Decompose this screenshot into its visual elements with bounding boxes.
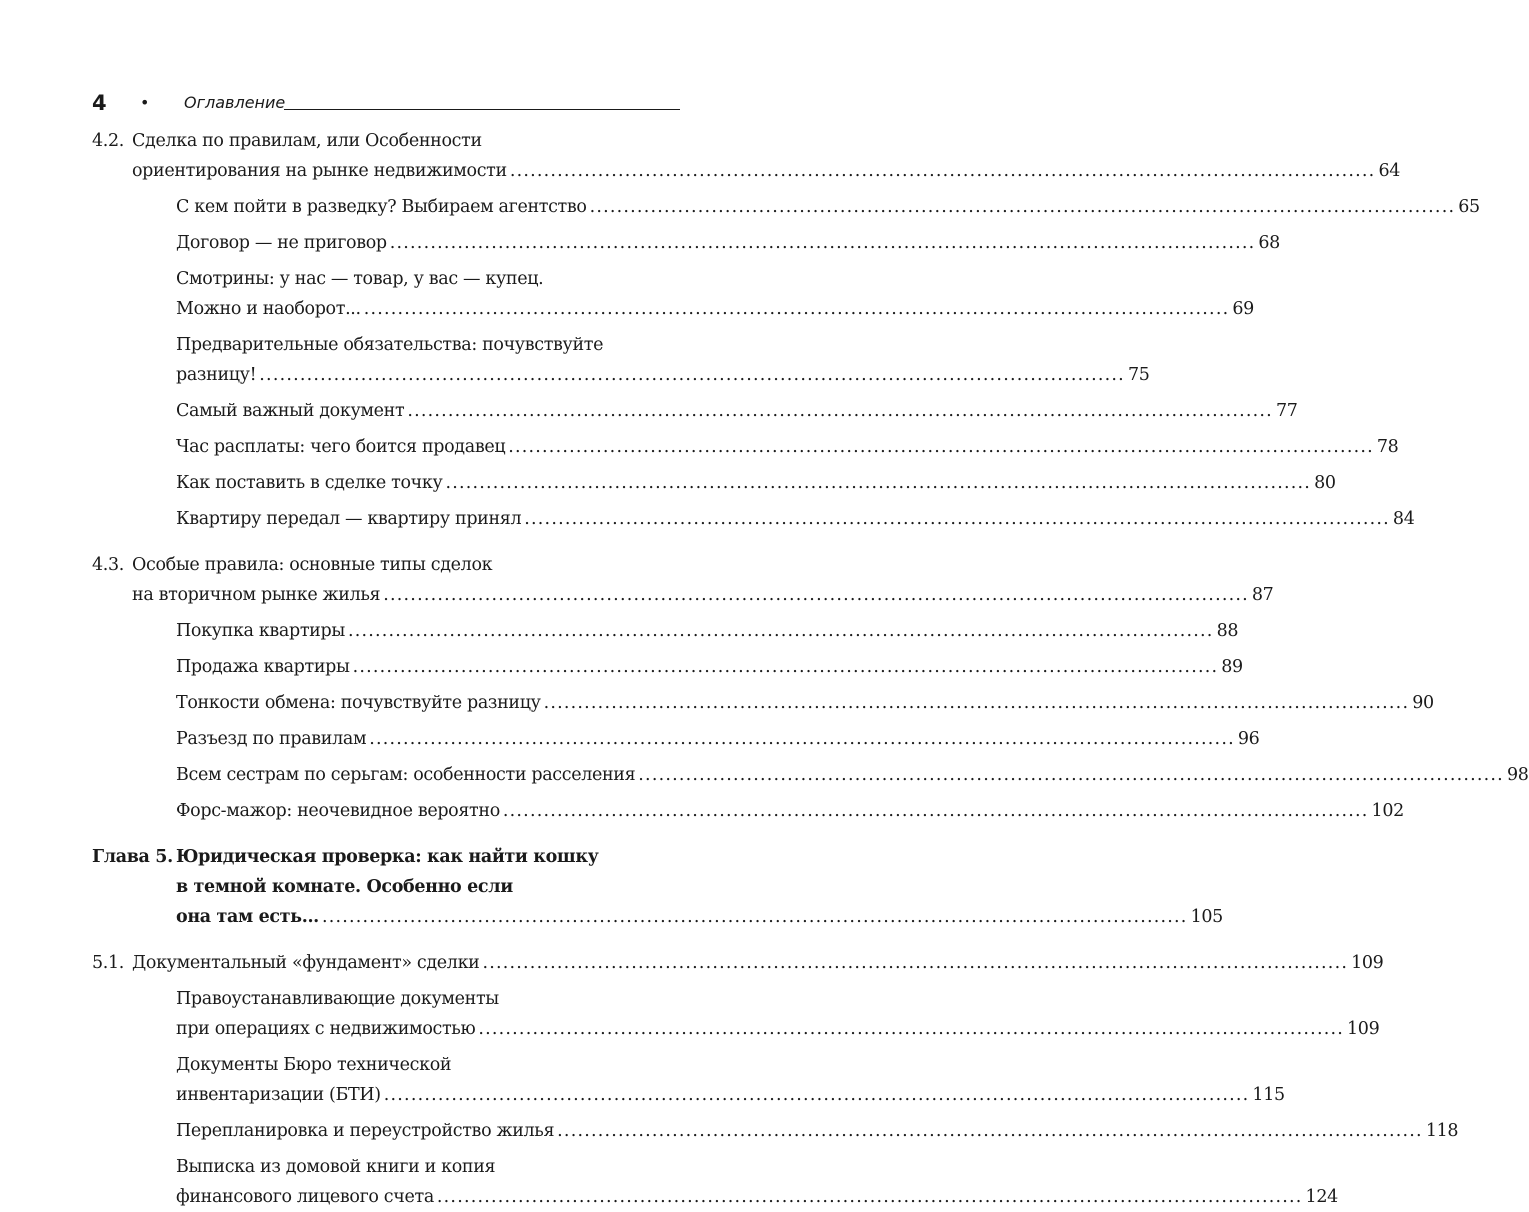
- toc-title-line: ориентирования на рынке недвижимости: [132, 161, 507, 181]
- toc-entry-sub: [92, 616, 1239, 646]
- toc-title-line: Документы Бюро технической: [176, 1055, 452, 1075]
- header-rule: [284, 109, 680, 110]
- dot-leader: ................................................................................................................................: [478, 1019, 1344, 1039]
- toc-page-number: 98: [1506, 765, 1529, 785]
- dot-leader: ................................................................................................................................: [383, 585, 1249, 605]
- toc-entry-sub: [92, 688, 1434, 718]
- toc-page-number: 118: [1425, 1121, 1459, 1141]
- toc-leader-row: [176, 1116, 1459, 1146]
- toc-entry-sub: [92, 1050, 1285, 1110]
- toc-leader-row: [132, 580, 1274, 610]
- toc-number: 4.3.: [92, 555, 124, 575]
- toc-entry-section: [92, 126, 1401, 186]
- toc-page-number: 124: [1305, 1187, 1338, 1207]
- toc-title-line: Предварительные обязательства: почувствуйте: [176, 335, 604, 355]
- toc-leader-row: [176, 616, 1239, 646]
- page-number: 4: [92, 91, 107, 115]
- toc-page-number: 88: [1216, 621, 1239, 641]
- toc-title-line: Правоустанавливающие документы: [176, 989, 499, 1009]
- toc-leader-row: [176, 432, 1399, 462]
- toc-page-number: 84: [1392, 509, 1415, 529]
- toc-leader-row: [176, 724, 1260, 754]
- toc-title-line: Разъезд по правилам: [176, 729, 367, 749]
- toc-entry-sub: [92, 760, 1529, 790]
- dot-leader: ................................................................................................................................: [383, 1085, 1250, 1105]
- toc-page-number: 109: [1351, 953, 1384, 973]
- toc-title-line: в темной комнате. Особенно если: [176, 877, 513, 897]
- toc-title-line: Юридическая проверка: как найти кошку: [176, 847, 599, 867]
- dot-leader: ................................................................................................................................: [352, 657, 1219, 677]
- dot-leader: ................................................................................................................................: [407, 401, 1273, 421]
- toc-leader-row: [176, 1014, 1380, 1044]
- toc-leader-row: [132, 156, 1401, 186]
- toc-title-line: Выписка из домовой книги и копия: [176, 1157, 496, 1177]
- toc-page-number: 115: [1252, 1085, 1285, 1105]
- toc-entry-section: [92, 550, 1274, 610]
- toc-page-number: 75: [1127, 365, 1150, 385]
- toc-title-line: при операциях с недвижимостью: [176, 1019, 476, 1039]
- toc-leader-row: [176, 192, 1480, 222]
- dot-leader: ................................................................................................................................: [508, 437, 1374, 457]
- toc-title-line: Продажа квартиры: [176, 657, 350, 677]
- toc-number: Глава 5.: [92, 847, 173, 867]
- toc-number: 5.1.: [92, 953, 124, 973]
- toc-page-number: 80: [1314, 473, 1336, 493]
- dot-leader: ................................................................................................................................: [543, 693, 1410, 713]
- toc-entry-sub: [92, 396, 1298, 426]
- toc-entry-sub: [92, 652, 1243, 682]
- dot-leader: ................................................................................................................................: [363, 299, 1230, 319]
- dot-leader: ................................................................................................................................: [321, 907, 1188, 927]
- toc-title-line: Покупка квартиры: [176, 621, 345, 641]
- toc-title-line: Тонкости обмена: почувствуйте разницу: [176, 693, 541, 713]
- toc-leader-row: [176, 360, 1150, 390]
- dot-leader: ................................................................................................................................: [259, 365, 1125, 385]
- toc-entry-sub: [92, 796, 1404, 826]
- toc-title-line: Можно и наоборот...: [176, 299, 361, 319]
- toc-leader-row: [176, 1182, 1338, 1212]
- dot-leader: ................................................................................................................................: [347, 621, 1214, 641]
- toc-entry-sub: [92, 432, 1399, 462]
- dot-leader: ................................................................................................................................: [557, 1121, 1423, 1141]
- toc-title-line: Сделка по правилам, или Особенности: [132, 131, 482, 151]
- running-head: Оглавление: [184, 93, 286, 112]
- toc-number: 4.2.: [92, 131, 124, 151]
- toc-page-number: 64: [1378, 161, 1401, 181]
- toc-entry-sub: [92, 504, 1415, 534]
- toc-leader-row: [176, 760, 1529, 790]
- toc-leader-row: [176, 294, 1254, 324]
- toc-page-number: 89: [1221, 657, 1243, 677]
- dot-leader: ................................................................................................................................: [389, 233, 1256, 253]
- toc-page-number: 78: [1376, 437, 1399, 457]
- toc-title-line: Как поставить в сделке точку: [176, 473, 443, 493]
- toc-title-line: С кем пойти в разведку? Выбираем агентство: [176, 197, 587, 217]
- toc-entry-sub: [92, 264, 1254, 324]
- toc-title-line: инвентаризации (БТИ): [176, 1085, 381, 1105]
- toc-leader-row: [132, 948, 1384, 978]
- toc-page-number: 96: [1237, 729, 1260, 749]
- toc-entry-sub: [92, 330, 1150, 390]
- toc-entry-sub: [92, 724, 1260, 754]
- toc-title-line: разницу!: [176, 365, 257, 385]
- dot-leader: ................................................................................................................................: [589, 197, 1456, 217]
- toc-page-number: 109: [1347, 1019, 1380, 1039]
- toc-page-number: 77: [1275, 401, 1298, 421]
- toc-entry-section: [92, 948, 1384, 978]
- dot-leader: ................................................................................................................................: [509, 161, 1376, 181]
- toc-page-number: 65: [1458, 197, 1480, 217]
- dot-leader: ................................................................................................................................: [445, 473, 1312, 493]
- toc-entry-chapter: [92, 842, 1223, 932]
- toc-entry-sub: [92, 228, 1280, 258]
- toc-leader-row: [176, 652, 1243, 682]
- toc-title-line: она там есть...: [176, 907, 319, 927]
- toc-title-line: Час расплаты: чего боится продавец: [176, 437, 506, 457]
- toc-page-number: 87: [1251, 585, 1274, 605]
- toc-leader-row: [176, 468, 1336, 498]
- toc-leader-row: [176, 688, 1434, 718]
- toc-title-line: финансового лицевого счета: [176, 1187, 434, 1207]
- toc-entry-sub: [92, 1116, 1459, 1146]
- dot-leader: ................................................................................................................................: [524, 509, 1390, 529]
- toc-entry-sub: [92, 468, 1336, 498]
- dot-leader: ................................................................................................................................: [369, 729, 1235, 749]
- dot-leader: ................................................................................................................................: [436, 1187, 1303, 1207]
- toc-page-number: 90: [1412, 693, 1434, 713]
- toc-title-line: на вторичном рынке жилья: [132, 585, 381, 605]
- dot-leader: ................................................................................................................................: [482, 953, 1349, 973]
- toc-title-line: Всем сестрам по серьгам: особенности расселения: [176, 765, 636, 785]
- toc-leader-row: [176, 228, 1280, 258]
- toc-title-line: Перепланировка и переустройство жилья: [176, 1121, 555, 1141]
- toc-leader-row: [176, 796, 1404, 826]
- toc-leader-row: [176, 902, 1223, 932]
- toc-page-number: 102: [1371, 801, 1404, 821]
- toc-leader-row: [176, 504, 1415, 534]
- toc-entry-sub: [92, 1152, 1338, 1212]
- toc-entry-sub: [92, 984, 1380, 1044]
- toc-title-line: Форс-мажор: неочевидное вероятно: [176, 801, 500, 821]
- toc-page-number: 68: [1258, 233, 1280, 253]
- toc-title-line: Документальный «фундамент» сделки: [132, 953, 480, 973]
- toc-page-number: 105: [1190, 907, 1223, 927]
- dot-leader: ................................................................................................................................: [502, 801, 1369, 821]
- bullet-separator: •: [140, 93, 150, 112]
- toc-entry-sub: [92, 192, 1480, 222]
- dot-leader: ................................................................................................................................: [638, 765, 1504, 785]
- toc-leader-row: [176, 1080, 1285, 1110]
- toc-title-line: Особые правила: основные типы сделок: [132, 555, 493, 575]
- toc-title-line: Самый важный документ: [176, 401, 405, 421]
- toc-page-number: 69: [1232, 299, 1254, 319]
- page-header: [92, 90, 680, 116]
- toc-title-line: Смотрины: у нас — товар, у вас — купец.: [176, 269, 544, 289]
- table-of-contents: [92, 126, 1529, 1212]
- toc-title-line: Договор — не приговор: [176, 233, 387, 253]
- toc-title-line: Квартиру передал — квартиру принял: [176, 509, 522, 529]
- toc-leader-row: [176, 396, 1298, 426]
